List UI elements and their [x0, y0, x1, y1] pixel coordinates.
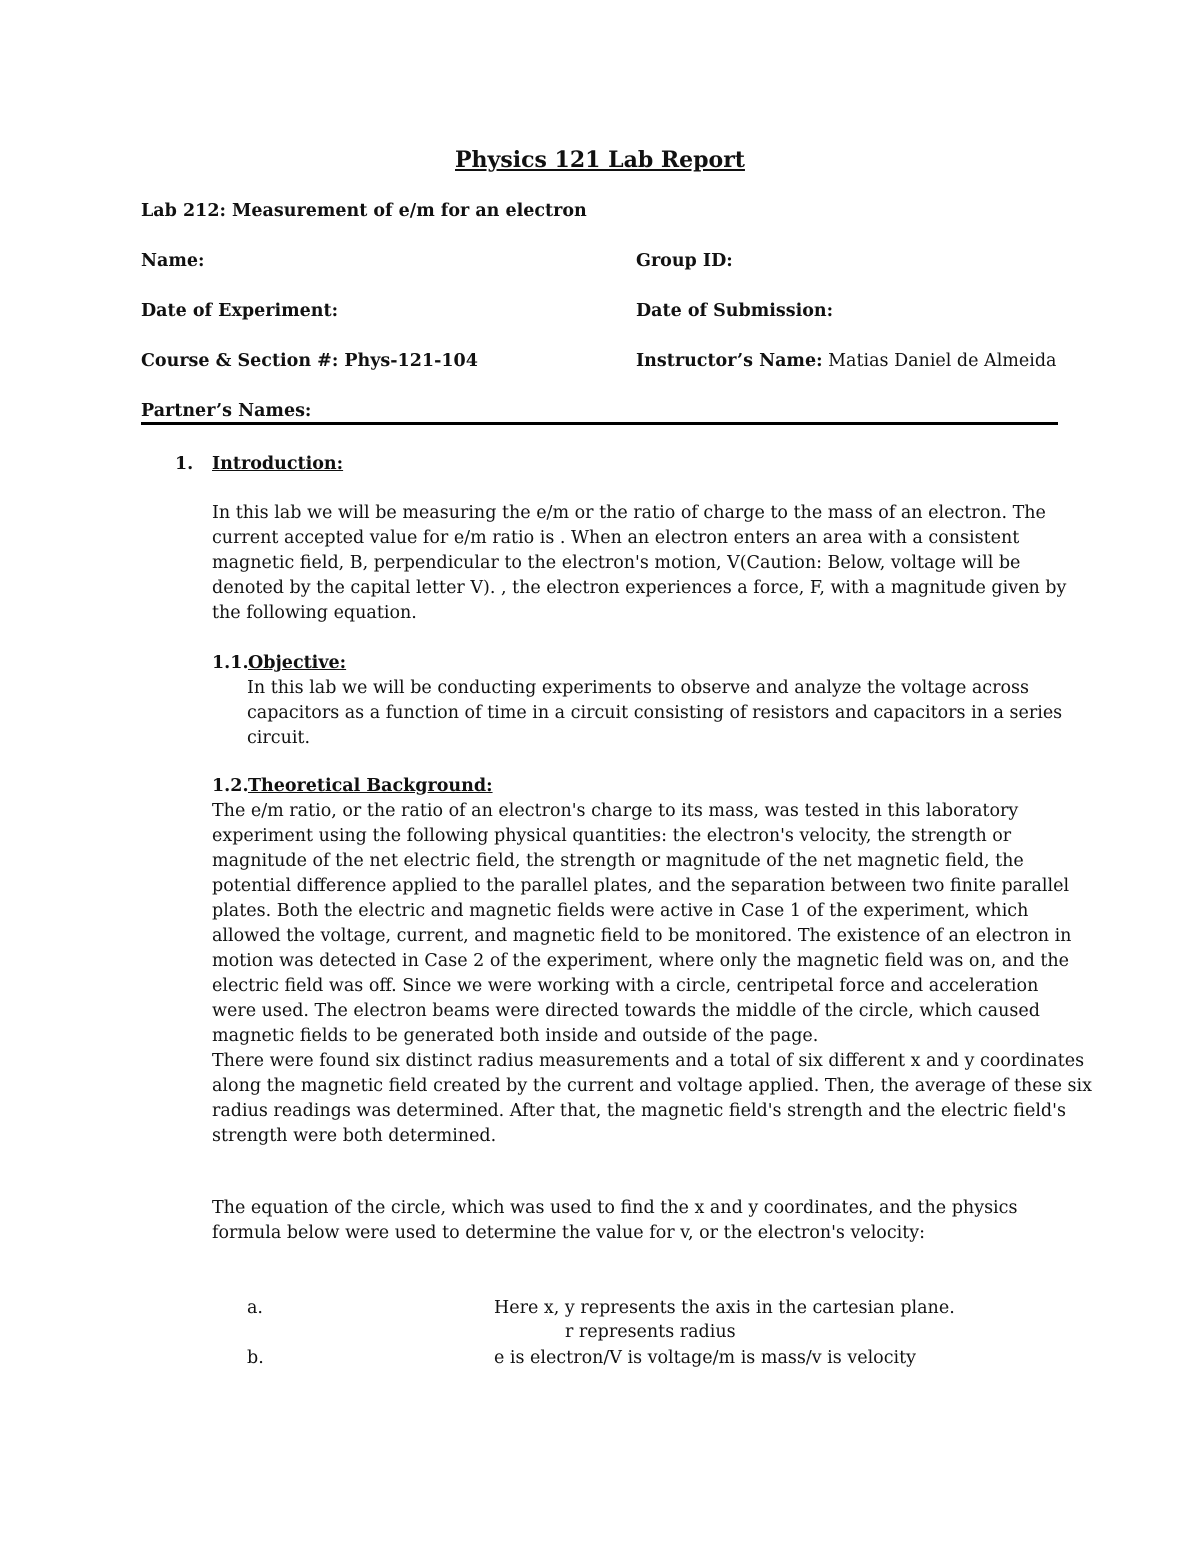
list-item-a-label: a. — [247, 1298, 263, 1318]
introduction-heading: Introduction: — [212, 454, 344, 474]
theory-line: The e/m ratio, or the ratio of an electron's charge to its mass, was tested in this laboratory — [212, 801, 1019, 821]
list-item-b-label: b. — [247, 1348, 264, 1368]
equation-intro-line: The equation of the circle, which was used to find the x and y coordinates, and the physics — [212, 1198, 1018, 1218]
list-item-b-text: e is electron/V is voltage/m is mass/v is velocity — [494, 1348, 917, 1368]
theory-line: allowed the voltage, current, and magnetic field to be monitored. The existence of an electron in — [212, 926, 1072, 946]
theory-line: along the magnetic field created by the current and voltage applied. Then, the average of these six — [212, 1076, 1092, 1096]
theory-number: 1.2. — [212, 776, 249, 796]
theory-line: experiment using the following physical quantities: the electron's velocity, the strength or — [212, 826, 1012, 846]
theory-line: plates. Both the electric and magnetic fields were active in Case 1 of the experiment, which — [212, 901, 1029, 921]
intro-line: In this lab we will be measuring the e/m or the ratio of charge to the mass of an electron. The — [212, 503, 1046, 523]
page-title: Physics 121 Lab Report — [455, 147, 745, 173]
instructor-label: Instructor’s Name: — [636, 351, 823, 371]
intro-line: magnetic field, B, perpendicular to the electron's motion, V(Caution: Below, voltage will be — [212, 553, 1021, 573]
equation-intro-line: formula below were used to determine the value for v, or the electron's velocity: — [212, 1223, 926, 1243]
date-experiment-label: Date of Experiment: — [141, 301, 339, 321]
introduction-paragraph — [212, 501, 1066, 626]
theory-line: potential difference applied to the parallel plates, and the separation between two finite parallel — [212, 876, 1070, 896]
theory-heading: Theoretical Background: — [248, 776, 493, 796]
objective-paragraph — [247, 676, 1062, 751]
objective-number: 1.1. — [212, 653, 249, 673]
theory-line: There were found six distinct radius measurements and a total of six different x and y coordinates — [212, 1051, 1085, 1071]
theory-line: were used. The electron beams were directed towards the middle of the circle, which caused — [212, 1001, 1040, 1021]
list-item-a-text2: r represents radius — [565, 1322, 736, 1342]
theory-line: motion was detected in Case 2 of the experiment, where only the magnetic field was on, and the — [212, 951, 1069, 971]
lab-title: Lab 212: Measurement of e/m for an electron — [141, 201, 587, 221]
group-id-label: Group ID: — [636, 251, 733, 271]
date-submission-label: Date of Submission: — [636, 301, 834, 321]
theory-line: strength were both determined. — [212, 1126, 497, 1146]
intro-line: denoted by the capital letter V). , the electron experiences a force, F, with a magnitude given by — [212, 578, 1067, 598]
course-section-label: Course & Section #: Phys-121-104 — [141, 351, 478, 371]
list-item-a-text: Here x, y represents the axis in the cartesian plane. — [494, 1298, 955, 1318]
header-divider — [141, 422, 1058, 425]
name-label: Name: — [141, 251, 205, 271]
intro-line: the following equation. — [212, 603, 417, 623]
theory-paragraph — [212, 799, 1092, 1149]
theory-line: magnetic fields to be generated both inside and outside of the page. — [212, 1026, 819, 1046]
theory-line: magnitude of the net electric field, the strength or magnitude of the net magnetic field, the — [212, 851, 1024, 871]
section-number: 1. — [175, 454, 194, 474]
theory-line: radius readings was determined. After that, the magnetic field's strength and the electric field's — [212, 1101, 1066, 1121]
objective-line: In this lab we will be conducting experiments to observe and analyze the voltage across — [247, 678, 1029, 698]
partners-label: Partner’s Names: — [141, 401, 312, 421]
objective-line: circuit. — [247, 728, 311, 748]
objective-heading: Objective: — [248, 653, 347, 673]
objective-line: capacitors as a function of time in a circuit consisting of resistors and capacitors in a series — [247, 703, 1063, 723]
theory-line: electric field was off. Since we were working with a circle, centripetal force and acceleration — [212, 976, 1039, 996]
equation-intro-paragraph — [212, 1196, 1017, 1246]
intro-line: current accepted value for e/m ratio is . When an electron enters an area with a consistent — [212, 528, 1020, 548]
instructor-field — [636, 349, 1056, 374]
instructor-value: Matias Daniel de Almeida — [828, 351, 1057, 371]
